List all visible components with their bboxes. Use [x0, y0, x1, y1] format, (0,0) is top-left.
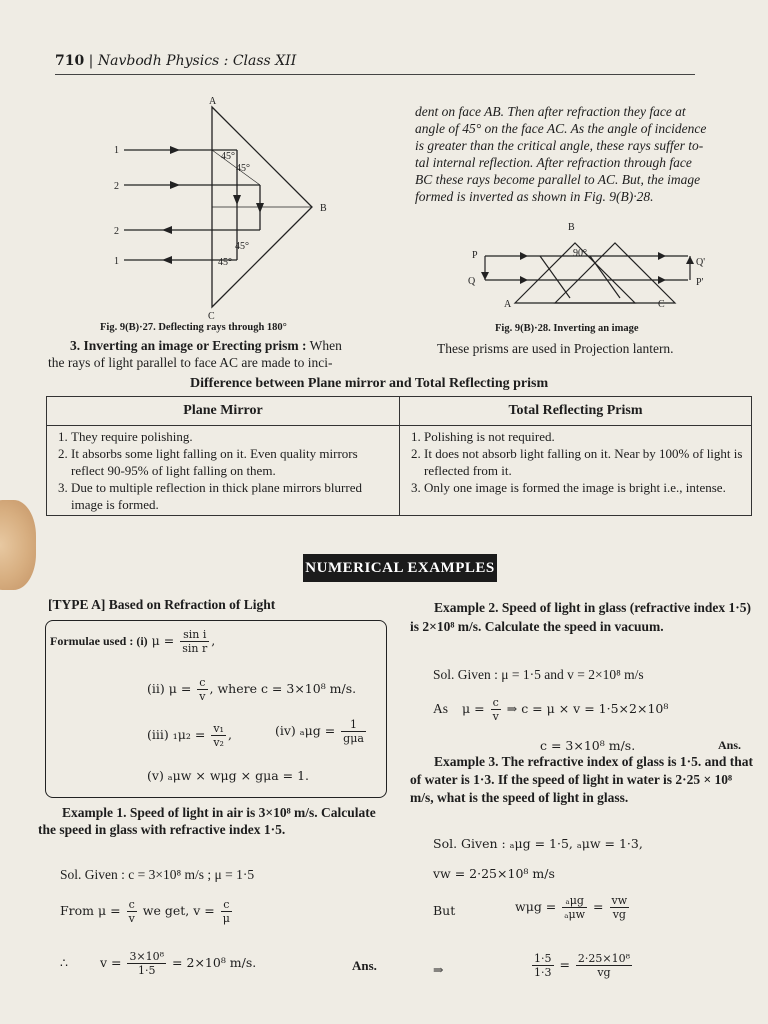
list-item: 2. It does not absorb light falling on it. Near by 100% of light is reflected from it. [424, 445, 743, 479]
example-2-given: Sol. Given : μ = 1·5 and v = 2×10⁸ m/s [433, 667, 644, 682]
fraction-numerator: c [127, 898, 137, 912]
formula-i: Formulae used : (i) μ = $\frac{\text{sin i}}{\text{sin r}}$ , [50, 628, 216, 655]
para-line: tal internal reflection. After refraction through face [415, 155, 692, 170]
fig27-ray-label-4: 1 [114, 256, 119, 267]
example-1-result [60, 950, 256, 977]
fraction-denominator: v [492, 710, 499, 723]
fraction-denominator: ₐμw [564, 908, 586, 921]
formula-text: μ = [462, 701, 485, 716]
book-title: Navbodh Physics : Class XII [97, 53, 297, 69]
fraction-denominator: v [128, 912, 135, 925]
fig28-label-b: B [568, 222, 575, 233]
fraction-numerator: 2·25×10⁸ [577, 952, 631, 965]
fraction-numerator: c [221, 898, 232, 912]
example-1-question: Example 1. Speed of light in air is 3×10⁸ m/s. Calculate the speed in glass with refractive index 1·5. [38, 805, 376, 837]
fraction-denominator: 1·5 [138, 964, 156, 977]
comparison-table [46, 396, 752, 516]
para-line: angle of 45° on the face AC. As the angle of incidence [415, 121, 707, 136]
fig28-caption: Fig. 9(B)·28. Inverting an image [495, 323, 639, 334]
example-2-result: c = 3×10⁸ m/s. [540, 738, 636, 753]
table-header-prism: Total Reflecting Prism [400, 397, 752, 426]
fig27-ray-label-1: 1 [114, 145, 119, 156]
fraction-denominator: vg [597, 966, 611, 979]
fraction-numerator: 3×10⁸ [129, 950, 165, 963]
example-1-given: Sol. Given : c = 3×10⁸ m/s ; μ = 1·5 [60, 867, 255, 882]
formulae-label: Formulae used : (i) [50, 634, 148, 648]
finger-photo-artifact [0, 500, 36, 590]
para-line: BC these rays become parallel to AC. But, the image [415, 172, 701, 187]
figure-9b-27 [100, 95, 340, 325]
example-2-as [433, 696, 668, 723]
para-line: is greater than the critical angle, these rays suffer to- [415, 138, 704, 153]
formula-text: v = [99, 955, 122, 970]
fig28-label-p-prime: P' [696, 277, 704, 288]
fraction-numerator: c [491, 696, 501, 710]
formula-iv [275, 718, 368, 745]
fraction-numerator: 1 [341, 718, 366, 732]
formula-text: wμg = [515, 899, 557, 914]
fraction-denominator: vg [612, 908, 626, 921]
fig27-angle-2: 45° [236, 163, 250, 174]
list-item: 2. It absorbs some light falling on it. Even quality mirrors reflect 90-95% of light falling on them. [71, 445, 391, 479]
fraction-denominator: v₂ [213, 736, 224, 749]
example-2-answer-mark: Ans. [718, 738, 742, 752]
formula-text: we get, v = [142, 903, 215, 918]
fig28-label-c: C [658, 299, 665, 310]
fig27-caption: Fig. 9(B)·27. Deflecting rays through 180° [100, 322, 287, 333]
fraction-numerator: ₐμg [562, 894, 587, 908]
example-3-step: $\frac{1\cdot 5}{1\cdot 3}$ = $\frac{\text{2·25×10⁸}}{vg}$ [534, 952, 631, 979]
example-1-answer-mark: Ans. [352, 958, 377, 973]
prism-points [400, 426, 752, 516]
fig27-ray-label-2: 2 [114, 181, 119, 192]
fig27-label-a: A [209, 96, 217, 107]
formula-text: (ii) μ = [147, 681, 192, 696]
formula-text: ⇒ c = μ × v = 1·5×2×10⁸ [506, 701, 669, 716]
numerical-examples-banner: NUMERICAL EXAMPLES [303, 554, 497, 582]
table-title: Difference between Plane mirror and Total Reflecting prism [190, 376, 549, 391]
fig27-ray-label-3: 2 [114, 226, 119, 237]
example-3-given: Sol. Given : ₐμg = 1·5, ₐμw = 1·3, [433, 836, 643, 851]
fig27-label-b: B [320, 203, 327, 214]
table-header-plane-mirror: Plane Mirror [47, 397, 400, 426]
formula-text: As [433, 701, 449, 716]
fraction-denominator: 1·3 [534, 966, 552, 979]
fig27-angle-4: 45° [218, 257, 232, 268]
formula-text: = 2×10⁸ m/s. [172, 955, 257, 970]
inverting-heading: 3. Inverting an image or Erecting prism : [70, 338, 307, 353]
fraction-denominator: μ [222, 912, 230, 925]
example-3-implies: ⇒ [433, 962, 444, 977]
type-a-heading: [TYPE A] Based on Refraction of Light [48, 597, 276, 612]
fraction-numerator: sin i [180, 628, 209, 642]
therefore-symbol: ∴ [60, 955, 68, 970]
figure-9b-28 [460, 218, 720, 318]
fig27-angle-3: 45° [235, 241, 249, 252]
example-1-from [60, 898, 234, 925]
formula-text: From μ = [60, 903, 121, 918]
formula-text: μ = [151, 633, 175, 648]
para-line: dent on face AB. Then after refraction they face at [415, 104, 686, 119]
formula-iii: (iii) ₁μ₂ = $\frac{\text{v₁}}{\text{v₂}}$ , [147, 722, 232, 749]
fig27-label-c: C [208, 311, 215, 322]
formula-ii [147, 676, 356, 703]
fig28-label-q: Q [468, 276, 476, 287]
formula-text: (iii) ₁μ₂ = [147, 727, 206, 742]
fraction-numerator: vw [611, 894, 628, 907]
right-paragraph [415, 103, 760, 205]
fraction-denominator: v [199, 690, 206, 703]
fraction-denominator: sin r [182, 642, 208, 655]
fraction-numerator: v₁ [213, 722, 224, 735]
plane-mirror-points [47, 426, 400, 516]
list-item: 1. They require polishing. [71, 428, 391, 445]
running-header: 710 | Navbodh Physics : Class XII [55, 53, 297, 69]
para-line: formed is inverted as shown in Fig. 9(B)·28. [415, 189, 654, 204]
formula-text: , where c = 3×10⁸ m/s. [209, 681, 357, 696]
fig28-label-q-prime: Q' [696, 257, 706, 268]
fig28-label-p: P [472, 250, 478, 261]
example-2-question: Example 2. Speed of light in glass (refractive index 1·5) is 2×10⁸ m/s. Calculate the speed in vacuum. [410, 600, 751, 634]
list-item: 1. Polishing is not required. [424, 428, 743, 445]
inverting-text-2: the rays of light parallel to face AC are made to inci- [48, 355, 333, 370]
fraction-numerator: 1·5 [534, 952, 552, 965]
list-item: 3. Only one image is formed the image is bright i.e., intense. [424, 479, 743, 496]
list-item: 3. Due to multiple reflection in thick plane mirrors blurred image is formed. [71, 479, 391, 513]
header-rule [55, 74, 695, 75]
example-3-relation: wμg = $\frac{\text{ₐμg}}{\text{ₐμw}}$ = $\frac{vw}{vg}$ [515, 894, 628, 921]
example-3-but: But [433, 903, 456, 918]
fig28-label-a: A [504, 299, 512, 310]
inverting-text: When [306, 338, 342, 353]
formula-text: (iv) ₐμg = [275, 723, 336, 738]
fig27-angle-1: 45° [221, 151, 235, 162]
example-3-vw: vw = 2·25×10⁸ m/s [433, 866, 555, 881]
example-3-question: Example 3. The refractive index of glass is 1·5. and that of water is 1·3. If the speed of light in water is 2·25 × 10⁸ m/s, what is the speed of light in glass. [410, 754, 754, 805]
page-number: 710 [55, 53, 85, 69]
projection-note: These prisms are used in Projection lantern. [437, 341, 674, 356]
left-paragraph [48, 337, 398, 371]
fig28-angle: 90° [573, 248, 587, 259]
fraction-denominator: gμa [343, 732, 364, 745]
formula-v: (v) ₐμw × wμg × gμa = 1. [147, 768, 310, 783]
fraction-numerator: c [197, 676, 207, 690]
